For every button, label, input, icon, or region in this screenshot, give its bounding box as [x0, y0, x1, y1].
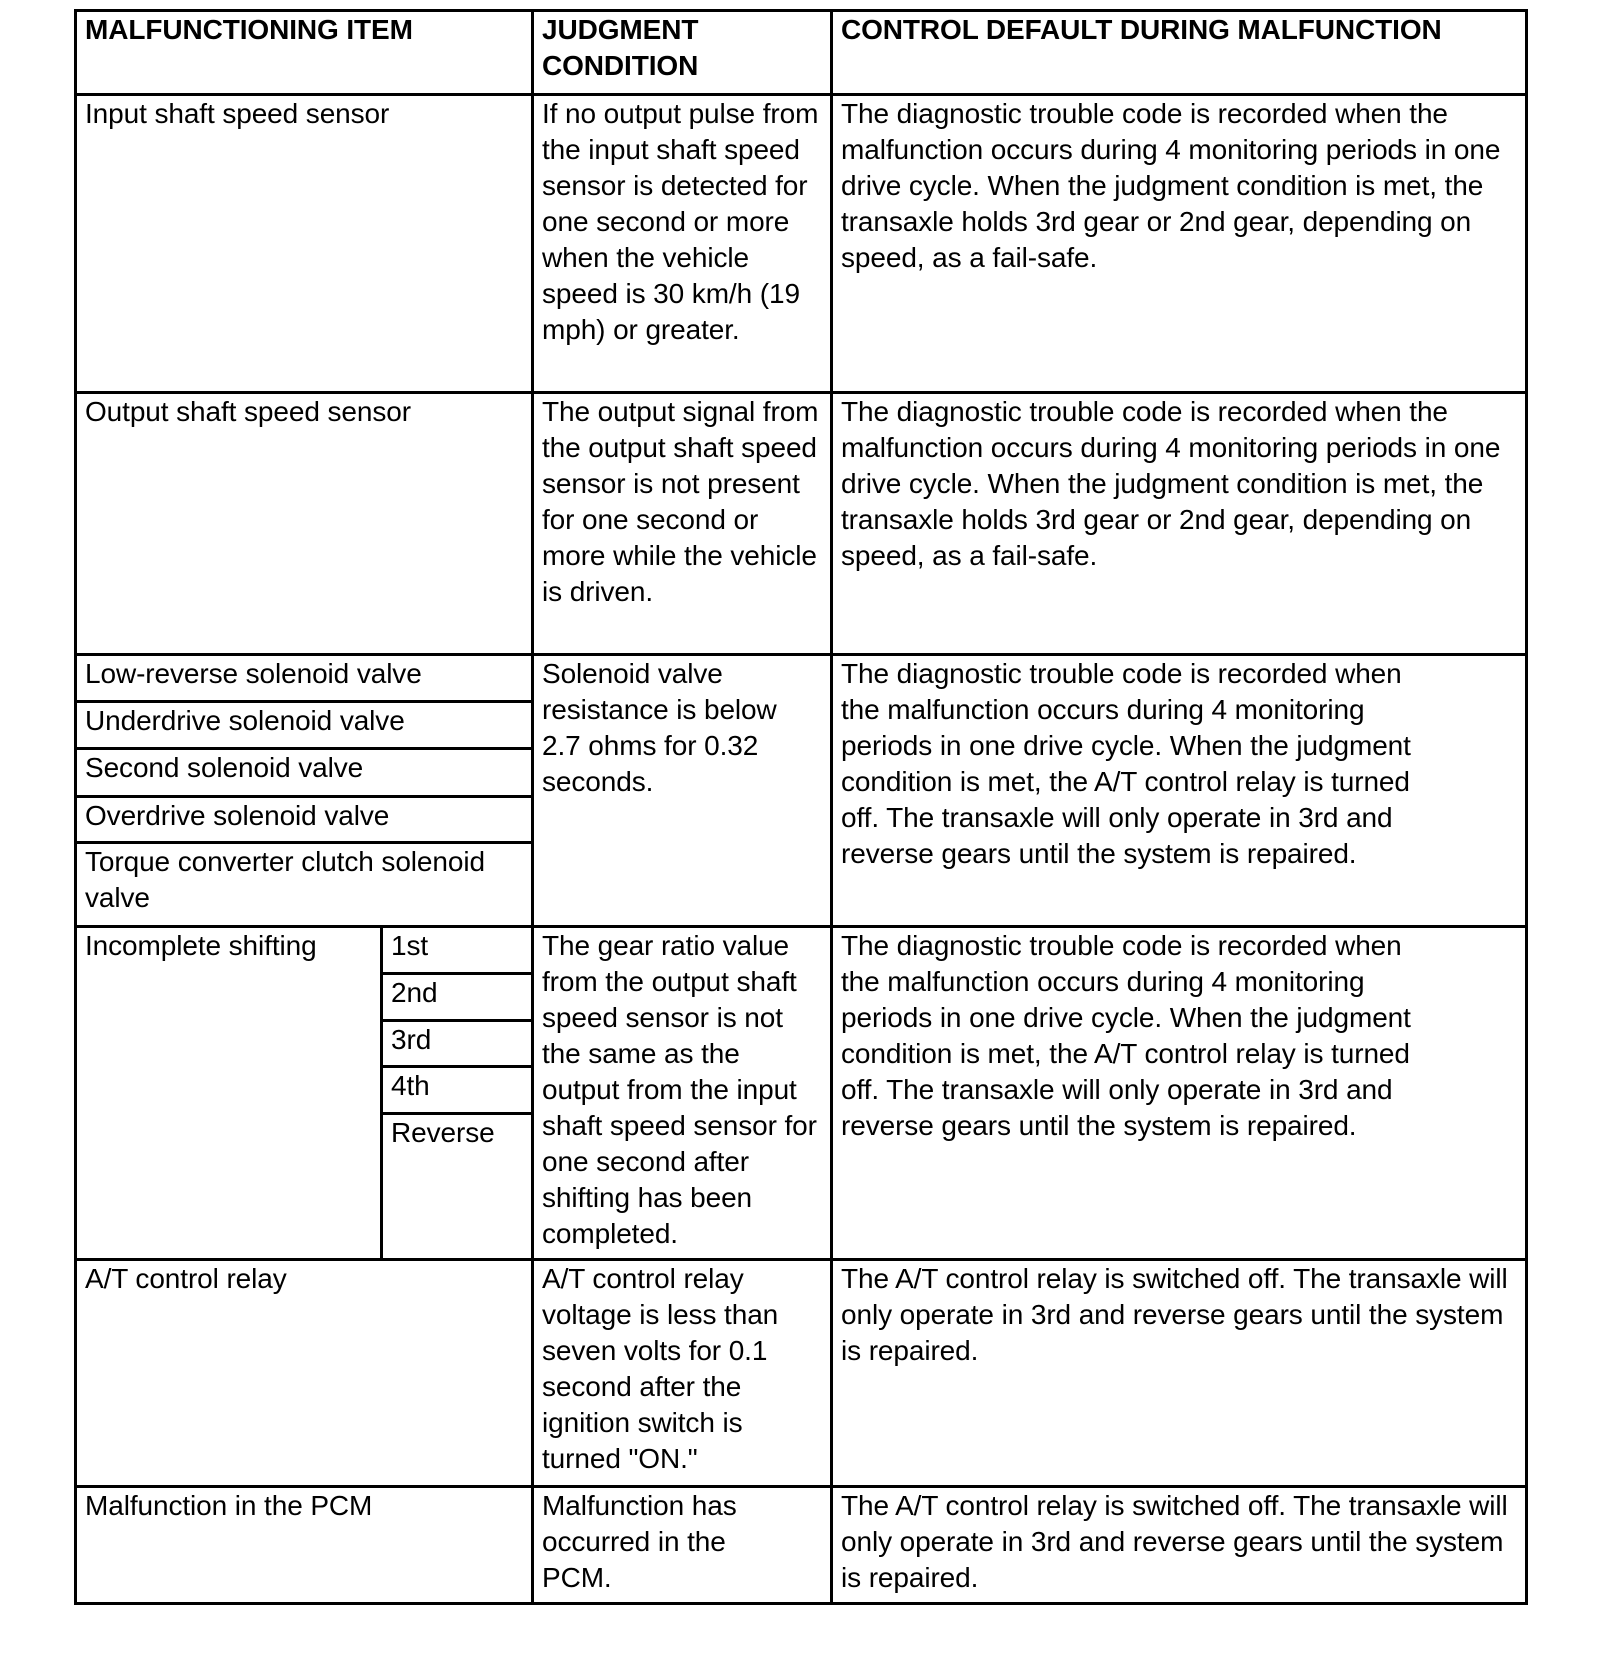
row3-item-overdrive: Overdrive solenoid valve: [85, 800, 390, 831]
row5-default: The A/T control relay is switched off. The transaxle will only operate in 3rd and reverse gears until the system is repaired.: [841, 1263, 1508, 1366]
header-condition: JUDGMENT CONDITION: [542, 14, 699, 81]
row1-default: The diagnostic trouble code is recorded when the malfunction occurs during 4 monitoring periods in one drive cycle. When the judgment condition is met, the transaxle holds 3rd gear or 2nd gear, depending on speed, as a fail-safe.: [841, 98, 1501, 273]
row4-gear-3rd: 3rd: [391, 1024, 432, 1055]
row2-default: The diagnostic trouble code is recorded when the malfunction occurs during 4 monitoring periods in one drive cycle. When the judgment condition is met, the transaxle holds 3rd gear or 2nd gear, depending on speed, as a fail-safe.: [841, 396, 1501, 571]
row4-gear-2nd: 2nd: [391, 977, 438, 1008]
row4-gear-reverse: Reverse: [391, 1117, 495, 1148]
row3-item-second: Second solenoid valve: [85, 752, 364, 783]
row2-condition: The output signal from the output shaft speed sensor is not present for one second or more while the vehicle is driven.: [542, 396, 819, 607]
row3-condition: Solenoid valve resistance is below 2.7 ohms for 0.32 seconds.: [542, 658, 777, 797]
header-item: MALFUNCTIONING ITEM: [85, 14, 413, 45]
row6-item: Malfunction in the PCM: [85, 1490, 373, 1521]
row3-item-tcc: Torque converter clutch solenoid valve: [85, 846, 485, 913]
row1-item: Input shaft speed sensor: [85, 98, 390, 129]
row6-condition: Malfunction has occurred in the PCM.: [542, 1490, 737, 1593]
row3-item-underdrive: Underdrive solenoid valve: [85, 705, 405, 736]
row5-condition: A/T control relay voltage is less than seven volts for 0.1 second after the ignition switch is turned "ON.": [542, 1263, 779, 1474]
row1-condition: If no output pulse from the input shaft speed sensor is detected for one second or more when the vehicle speed is 30 km/h (19 mph) or greater.: [542, 98, 819, 345]
row4-item: Incomplete shifting: [85, 930, 317, 961]
row5-item: A/T control relay: [85, 1263, 287, 1294]
row4-default: The diagnostic trouble code is recorded when the malfunction occurs during 4 monitoring periods in one drive cycle. When the judgment condition is met, the A/T control relay is turned off. The transaxle will only operate in 3rd and reverse gears until the system is repaired.: [841, 930, 1411, 1141]
row2-item: Output shaft speed sensor: [85, 396, 411, 427]
row3-item-low-reverse: Low-reverse solenoid valve: [85, 658, 422, 689]
row6-default: The A/T control relay is switched off. The transaxle will only operate in 3rd and reverse gears until the system is repaired.: [841, 1490, 1508, 1593]
row4-gear-4th: 4th: [391, 1070, 430, 1101]
header-default: CONTROL DEFAULT DURING MALFUNCTION: [841, 14, 1442, 45]
row3-default: The diagnostic trouble code is recorded when the malfunction occurs during 4 monitoring periods in one drive cycle. When the judgment condition is met, the A/T control relay is turned off. The transaxle will only operate in 3rd and reverse gears until the system is repaired.: [841, 658, 1411, 869]
row4-gear-1st: 1st: [391, 930, 429, 961]
malfunction-table: [74, 9, 1528, 1605]
row4-condition: The gear ratio value from the output shaft speed sensor is not the same as the output from the input shaft speed sensor for one second after shifting has been completed.: [542, 930, 817, 1249]
